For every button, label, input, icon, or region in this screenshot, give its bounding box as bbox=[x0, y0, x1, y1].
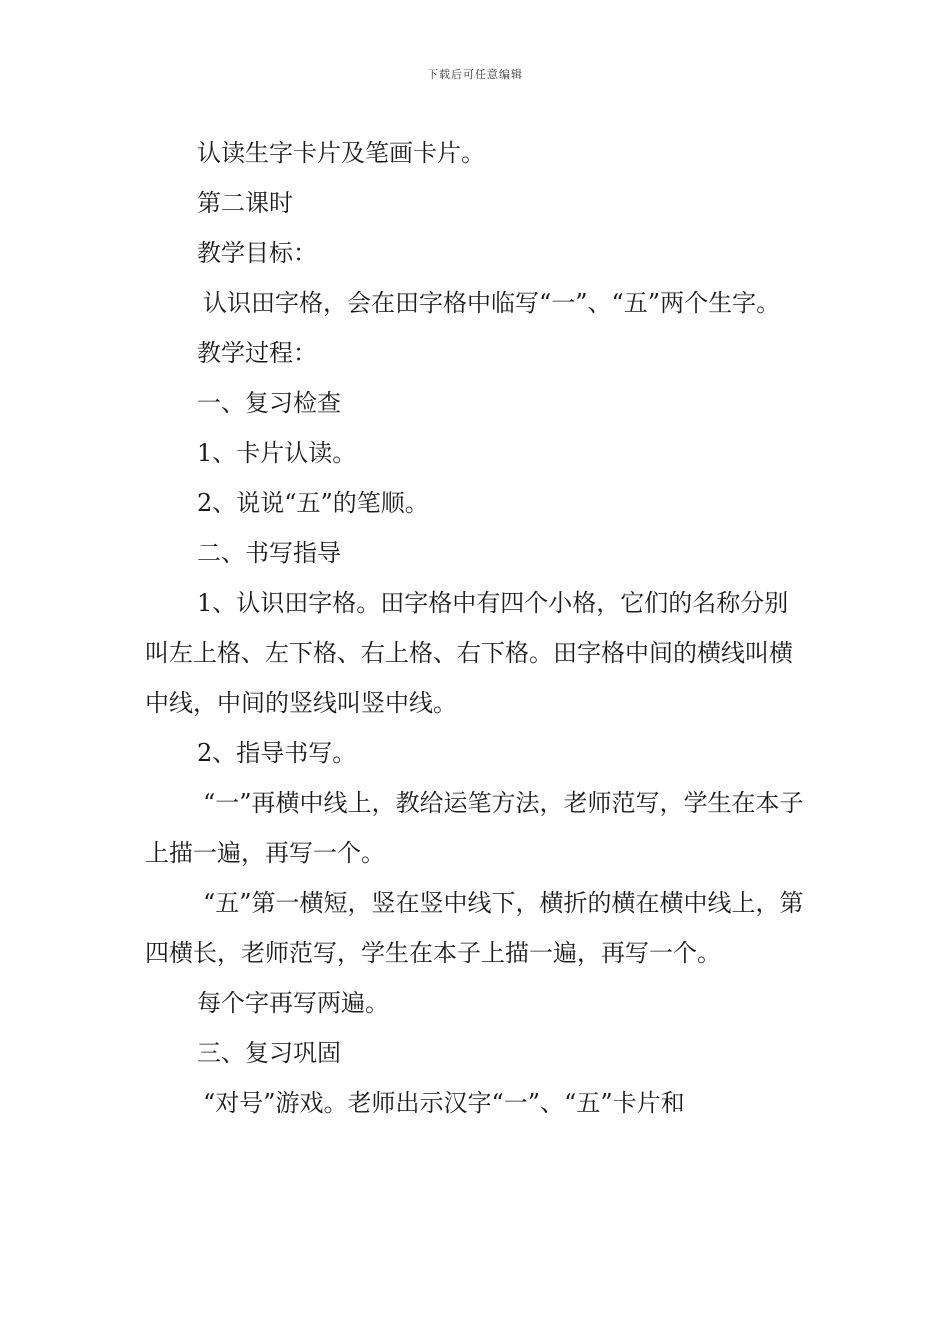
paragraph: 每个字再写两遍。 bbox=[197, 989, 389, 1017]
section-heading: 教学过程： bbox=[197, 339, 317, 367]
list-item: 2、说说“五”的笔顺。 bbox=[197, 489, 429, 517]
paragraph: “对号”游戏。老师出示汉字“一”、“五”卡片和 bbox=[203, 1089, 685, 1117]
section-heading: 教学目标： bbox=[197, 239, 317, 267]
section-title: 第二课时 bbox=[197, 189, 293, 217]
section-heading: 三、复习巩固 bbox=[197, 1039, 341, 1067]
section-heading: 二、书写指导 bbox=[197, 539, 341, 567]
paragraph: “五”第一横短，竖在竖中线下，横折的横在横中线上，第四横长，老师范写，学生在本子上描一遍，再写一个。 bbox=[145, 889, 804, 967]
list-item: 1、认识田字格。田字格中有四个小格，它们的名称分别叫左上格、左下格、右上格、右下格。田字格中间的横线叫横中线，中间的竖线叫竖中线。 bbox=[145, 589, 793, 717]
list-item: 2、指导书写。 bbox=[197, 739, 357, 767]
page-header: 下载后可任意编辑 bbox=[427, 68, 523, 81]
document-body bbox=[145, 128, 807, 1128]
list-item: 1、卡片认读。 bbox=[197, 439, 357, 467]
paragraph: “一”再横中线上，教给运笔方法，老师范写，学生在本子上描一遍，再写一个。 bbox=[145, 789, 804, 867]
paragraph: 认识田字格，会在田字格中临写“一”、“五”两个生字。 bbox=[203, 289, 781, 317]
paragraph: 认读生字卡片及笔画卡片。 bbox=[197, 139, 485, 167]
section-heading: 一、复习检查 bbox=[197, 389, 341, 417]
